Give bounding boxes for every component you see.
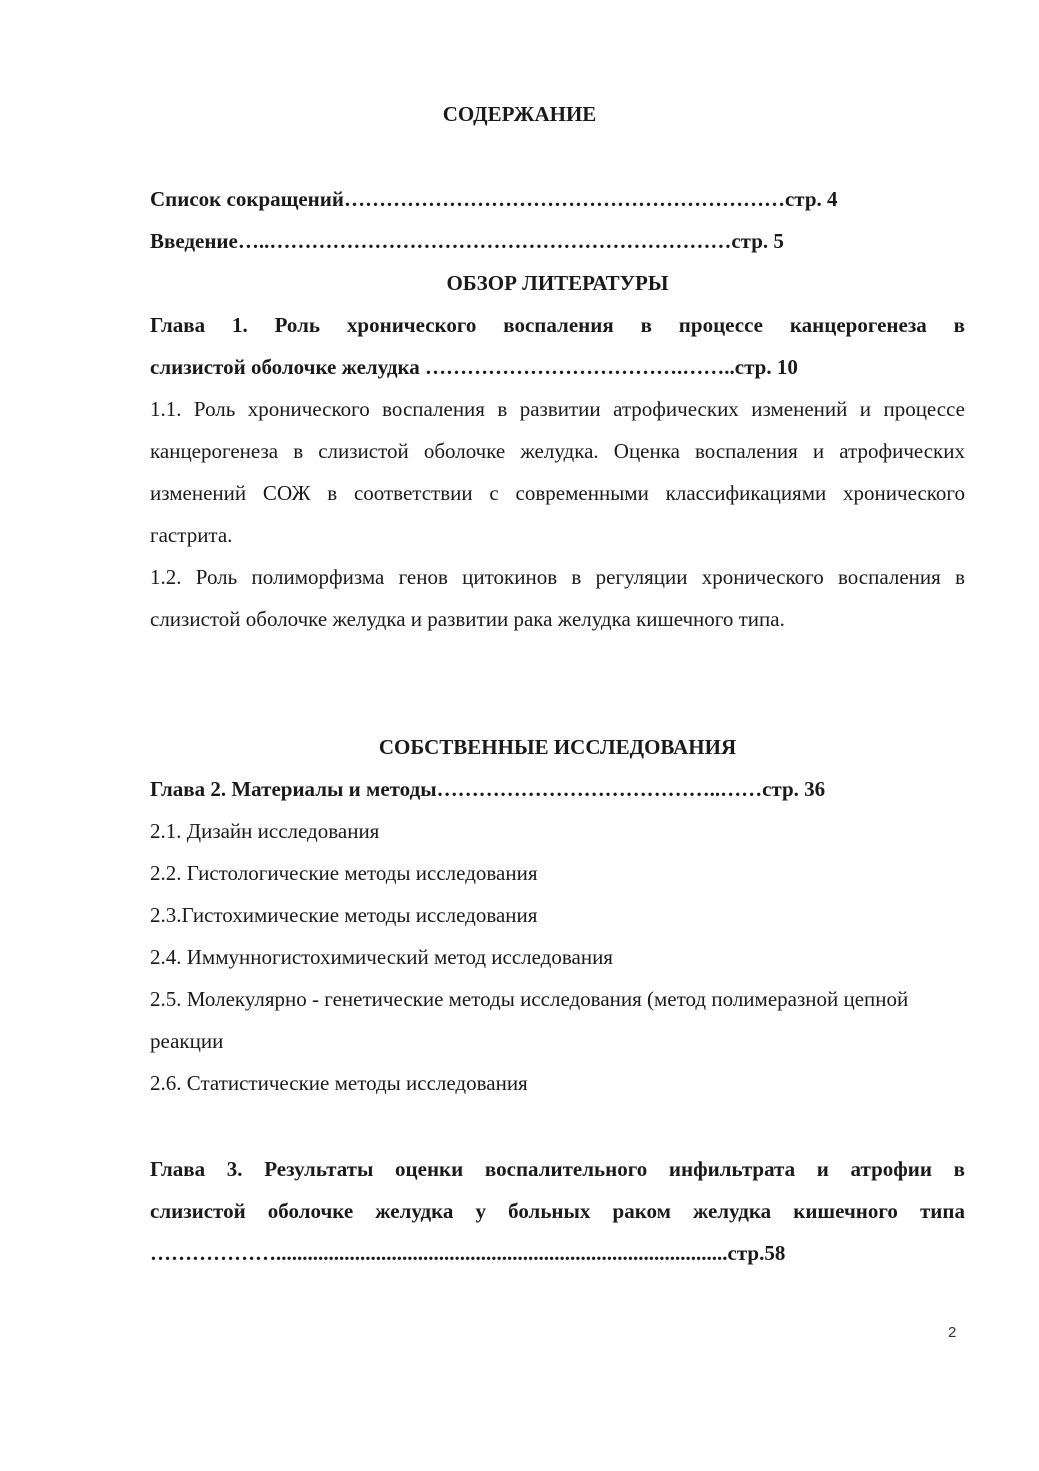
toc-entry-2-1[interactable]: 2.1. Дизайн исследования — [150, 819, 380, 843]
toc-entry-abbreviations[interactable]: Список сокращений………………………………………………………стр. 4 — [150, 187, 838, 211]
toc-entry-chapter-1-line-2[interactable]: слизистой оболочке желудка ……………………………….……..стр. 10 — [150, 355, 798, 379]
toc-entry-chapter-1-line-1[interactable]: Глава 1. Роль хронического воспаления в процессе канцерогенеза в — [150, 313, 965, 337]
page-title: СОДЕРЖАНИЕ — [442, 102, 597, 126]
section-heading-own-research: СОБСТВЕННЫЕ ИССЛЕДОВАНИЯ — [378, 735, 737, 759]
toc-entry-chapter-2[interactable]: Глава 2. Материалы и методы…………………………………..……стр. 36 — [150, 777, 826, 801]
toc-entry-1-2[interactable]: 1.2. Роль полиморфизма генов цитокинов в регуляции хронического воспаления в слизистой оболочке желудка и развитии рака желудка кишечного типа. — [150, 565, 965, 631]
toc-block-1 — [150, 178, 965, 640]
toc-block-2 — [150, 726, 965, 1104]
toc-entry-2-2[interactable]: 2.2. Гистологические методы исследования — [150, 861, 538, 885]
toc-entry-chapter-3-line-3[interactable]: ………………......................................................................................стр.58 — [150, 1241, 786, 1265]
toc-entry-1-1[interactable]: 1.1. Роль хронического воспаления в развитии атрофических изменений и процессе канцерогенеза в слизистой оболочке желудка. Оценка воспаления и атрофических изменений СОЖ в соответствии с современными классификациями хронического гастрита. — [150, 397, 965, 547]
toc-entry-introduction[interactable]: Введение…..…………………………………………………………стр. 5 — [150, 229, 784, 253]
toc-entry-2-6[interactable]: 2.6. Статистические методы исследования — [150, 1071, 528, 1095]
toc-entry-chapter-3-line-2[interactable]: слизистой оболочке желудка у больных раком желудка кишечного типа — [150, 1199, 965, 1223]
toc-entry-2-5[interactable]: 2.5. Молекулярно - генетические методы исследования (метод полимеразной цепной реакции — [150, 987, 909, 1053]
toc-entry-chapter-3-line-1[interactable]: Глава 3. Результаты оценки воспалительного инфильтрата и атрофии в — [150, 1157, 965, 1181]
section-heading-literature-review: ОБЗОР ЛИТЕРАТУРЫ — [446, 271, 669, 295]
toc-block-3 — [150, 1148, 965, 1274]
toc-entry-2-4[interactable]: 2.4. Иммунногистохимический метод исследования — [150, 945, 613, 969]
toc-entry-2-3[interactable]: 2.3.Гистохимические методы исследования — [150, 903, 538, 927]
page-number: 2 — [948, 1324, 957, 1341]
